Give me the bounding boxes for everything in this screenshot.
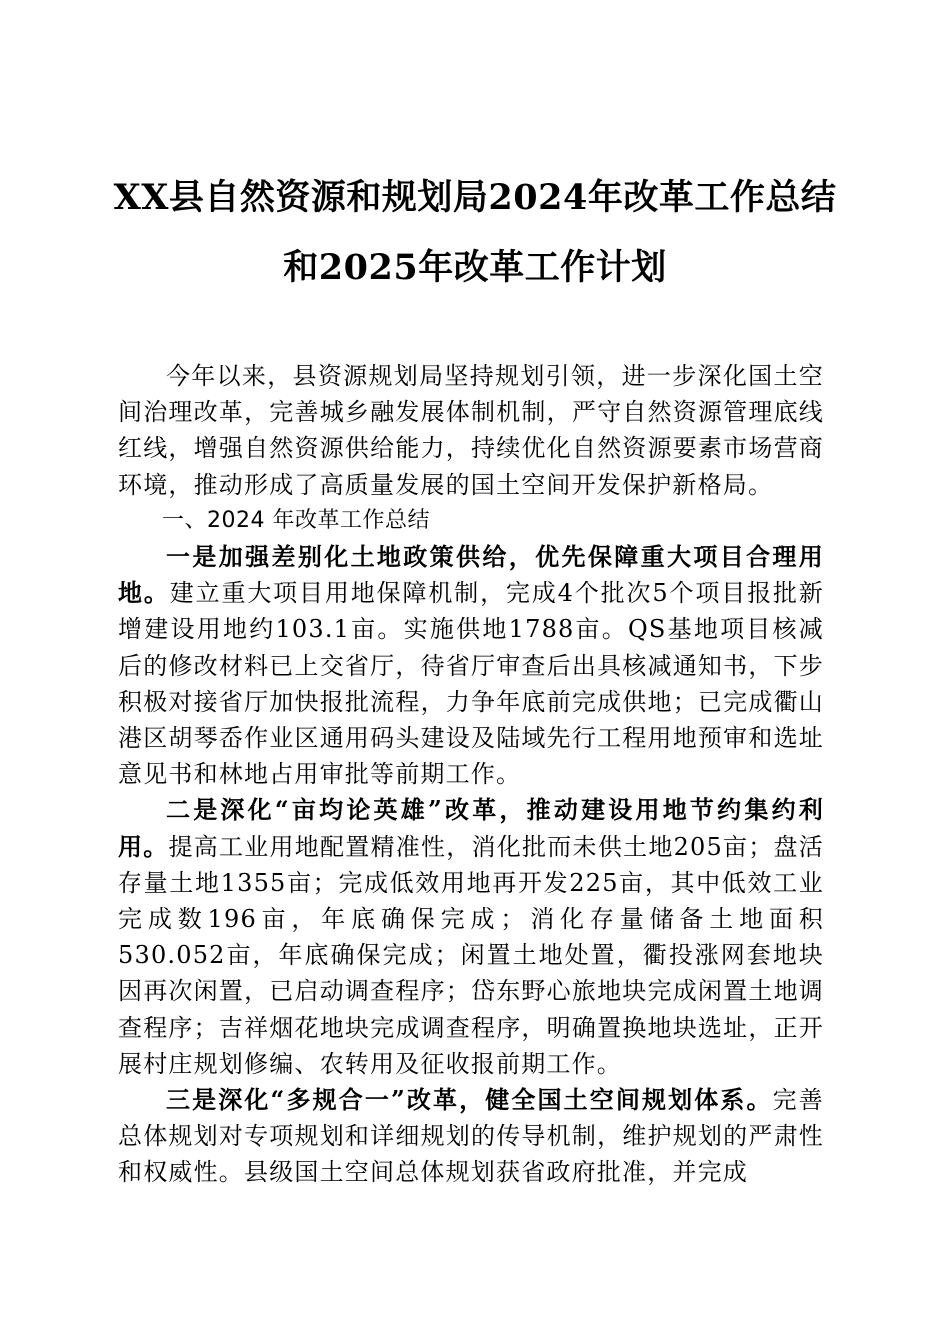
paragraph-spatial-planning-body: 完善总体规划对专项规划和详细规划的传导机制，维护规划的严肃性和权威性。县级国土空间总体规划获省政府批准，并完成 [118, 1086, 824, 1187]
document-title-line-2: 和2025年改革工作计划 [283, 247, 667, 288]
section-heading-2024-summary: 一、2024 年改革工作总结 [162, 507, 430, 533]
paragraph-land-policy-lead: 一是加强差别化土地政策供给，优先保障重大项目合理用地。 [118, 542, 824, 608]
document-title-line-1: XX县自然资源和规划局2024年改革工作总结 [113, 177, 837, 218]
paragraph-land-efficiency-body: 提高工业用地配置精准性，消化批而未供土地205亩；盘活存量土地1355亩；完成低效用地再开发225亩，其中低效工业完成数196亩，年底确保完成；消化存量储备土地面积530.052亩，年底确保完成；闲置土地处置，衢投涨网套地块因再次闲置，已启动调查程序；岱东野心旅地块完成闲置土地调查程序；吉祥烟花地块完成调查程序，明确置换地块选址，正开展村庄规划修编、农转用及征收报前期工作。 [118, 832, 824, 1078]
paragraph-land-efficiency [118, 792, 824, 1082]
paragraph-land-policy [118, 539, 824, 792]
intro-paragraph: 今年以来，县资源规划局坚持规划引领，进一步深化国土空间治理改革，完善城乡融发展体制机制，严守自然资源管理底线红线，增强自然资源供给能力，持续优化自然资源要素市场营商环境，推动形成了高质量发展的国土空间开发保护新格局。 [118, 362, 824, 499]
paragraph-land-policy-body: 建立重大项目用地保障机制，完成4个批次5个项目报批新增建设用地约103.1亩。实施供地1788亩。QS基地项目核减后的修改材料已上交省厅，待省厅审查后出具核减通知书，下步积极对接省厅加快报批流程，力争年底前完成供地；已完成衢山港区胡琴岙作业区通用码头建设及陆域先行工程用地预审和选址意见书和林地占用审批等前期工作。 [118, 579, 824, 789]
document-body [118, 358, 824, 1191]
paragraph-spatial-planning [118, 1082, 824, 1191]
paragraph-spatial-planning-lead: 三是深化“多规合一”改革，健全国土空间规划体系。 [166, 1085, 773, 1115]
paragraph-land-efficiency-lead: 二是深化“亩均论英雄”改革，推动建设用地节约集约利用。 [118, 795, 824, 861]
